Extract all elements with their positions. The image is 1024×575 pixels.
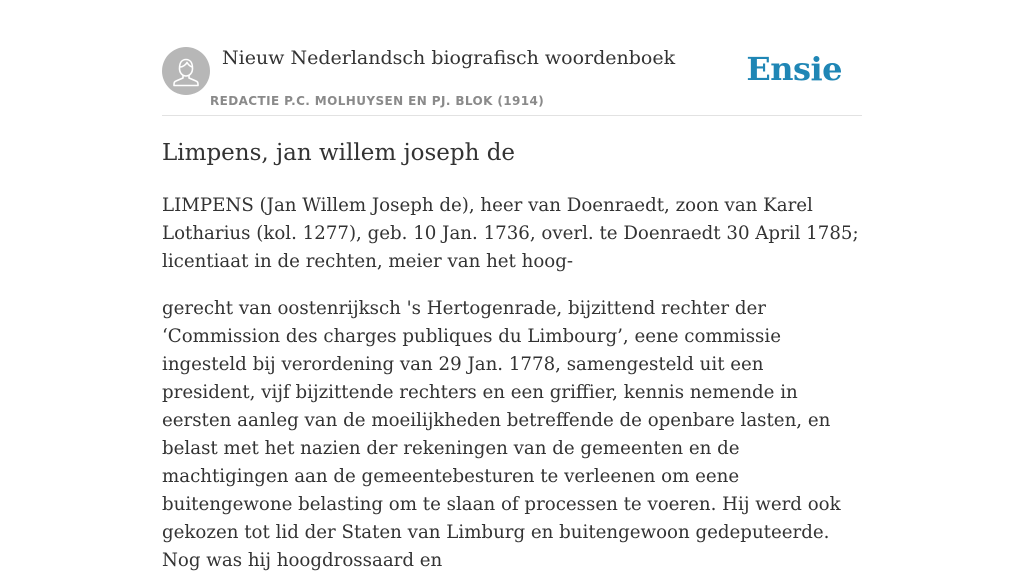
page-container [162,0,862,571]
ensie-logo[interactable]: Ensie [746,50,842,88]
book-header [162,0,862,116]
entry-paragraph: LIMPENS (Jan Willem Joseph de), heer van Doenraedt, zoon van Karel Lotharius (kol. 1277), geb. 10 Jan. 1736, overl. te Doenraedt 30 April 1785; licentiaat in de rechten, meier van het hoog- [162,195,859,272]
book-editors: REDACTIE P.C. MOLHUYSEN EN PJ. BLOK (1914) [210,94,545,108]
entry-title: Limpens, jan willem joseph de [162,140,516,166]
book-title[interactable]: Nieuw Nederlandsch biografisch woordenboek [222,47,676,69]
entry-paragraph: gerecht van oostenrijksch 's Hertogenrade, bijzittend rechter der ‘Commission des charges publiques du Limbourg’, eene commissie ingesteld bij verordening van 29 Jan. 1778, samengesteld uit een president, vijf bijzittende rechters en een griffier, kennis nemende in eersten aanleg van de moeilijkheden betreffende de openbare lasten, en belast met het nazien der rekeningen van de gemeenten en de machtigingen aan de gemeentebesturen te verleenen om eene buitengewone belasting om te slaan of processen te voeren. Hij werd ook gekozen tot lid der Staten van Limburg en buitengewoon gedeputeerde. Nog was hij hoogdrossaard en [162,298,841,571]
user-outline-icon [162,47,210,95]
